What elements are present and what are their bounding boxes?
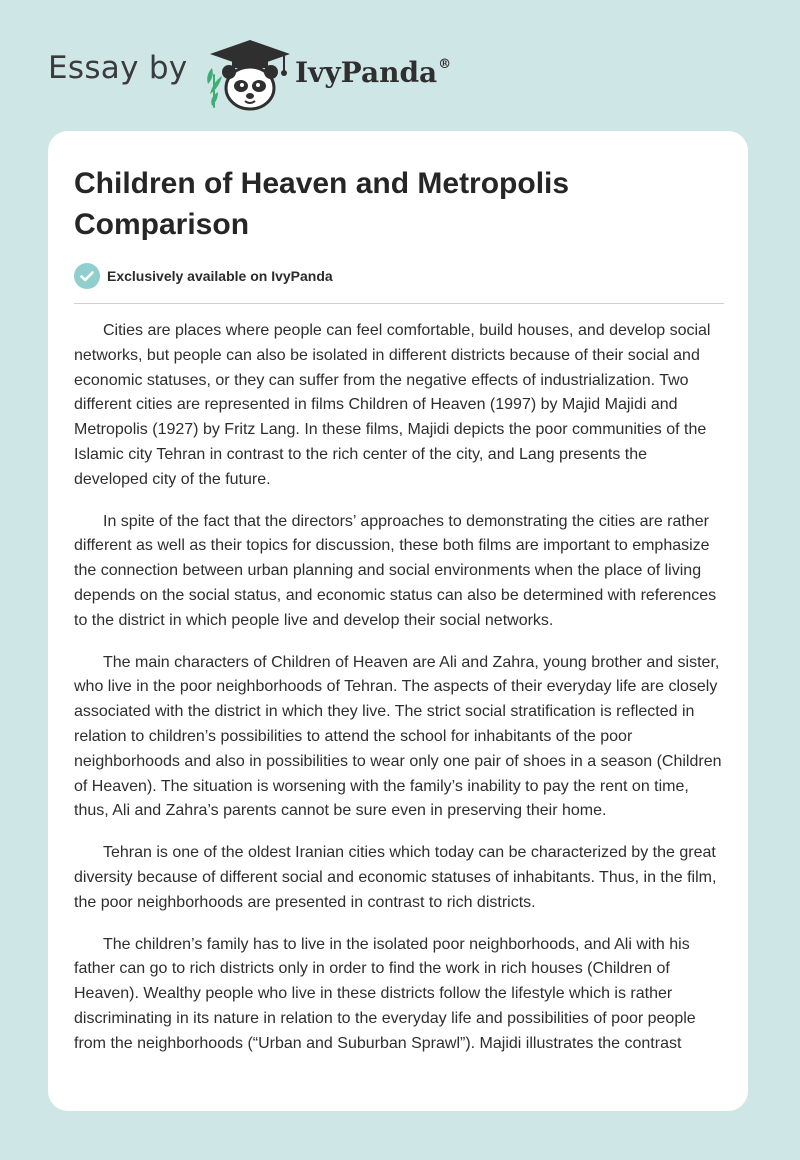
paragraph: Tehran is one of the oldest Iranian cities which today can be characterized by the great diversity because of different social and economic statuses of inhabitants. Thus, in the film, the poor neighborhoods are presented in contrast to rich districts. [74,844,717,911]
panda-logo-icon[interactable] [200,34,296,112]
essay-by-label: Essay by [48,50,188,86]
divider [74,303,724,304]
paragraph: The children’s family has to live in the isolated poor neighborhoods, and Ali with his father can go to rich districts only in order to find the work in rich houses (Children of Heaven). Wealthy people who live in these districts follow the lifestyle which is rather discriminating in its nature in relation to the everyday life and possibilities of poor people from the neighborhoods (“Urban and Suburban Sprawl”). Majidi illustrates the contrast [74,935,696,1052]
exclusive-badge-label: Exclusively available on IvyPanda [107,268,333,284]
essay-card [48,131,748,1111]
essay-body [74,319,724,1074]
site-header [48,34,548,114]
page-title: Children of Heaven and Metropolis Comparison [74,167,570,241]
brand-name[interactable] [295,56,451,89]
paragraph: The main characters of Children of Heaven are Ali and Zahra, young brother and sister, who live in the poor neighborhoods of Tehran. The aspects of their everyday life are closely associated with the district in which they live. The strict social stratification is reflected in relation to children’s possibilities to attend the school for inhabitants of the poor neighborhoods and also in possibilities to wear only one pair of shoes in a season (Children of Heaven). The situation is worsening with the family’s inability to pay the rent on time, thus, Ali and Zahra’s parents cannot be sure even in preserving their home. [74,653,722,820]
paragraph: In spite of the fact that the directors’ approaches to demonstrating the cities are rather different as well as their topics for discussion, these both films are important to emphasize the connection between urban planning and social environments when the place of living depends on the social status, and economic status can also be determined with references to the district in which people live and develop their social networks. [74,512,717,629]
exclusive-badge [74,263,714,289]
registered-mark: ® [438,56,452,72]
brand-text: IvyPanda [295,56,438,89]
paragraph: Cities are places where people can feel comfortable, build houses, and develop social networks, but people can also be isolated in different districts because of their social and economic statuses, or they can suffer from the negative effects of industrialization. Two different cities are represented in films Children of Heaven (1997) by Majid Majidi and Metropolis (1927) by Fritz Lang. In these films, Majidi depicts the poor communities of the Islamic city Tehran in contrast to the rich center of the city, and Lang presents the developed city of the future. [74,322,711,488]
check-circle-icon [74,263,100,289]
